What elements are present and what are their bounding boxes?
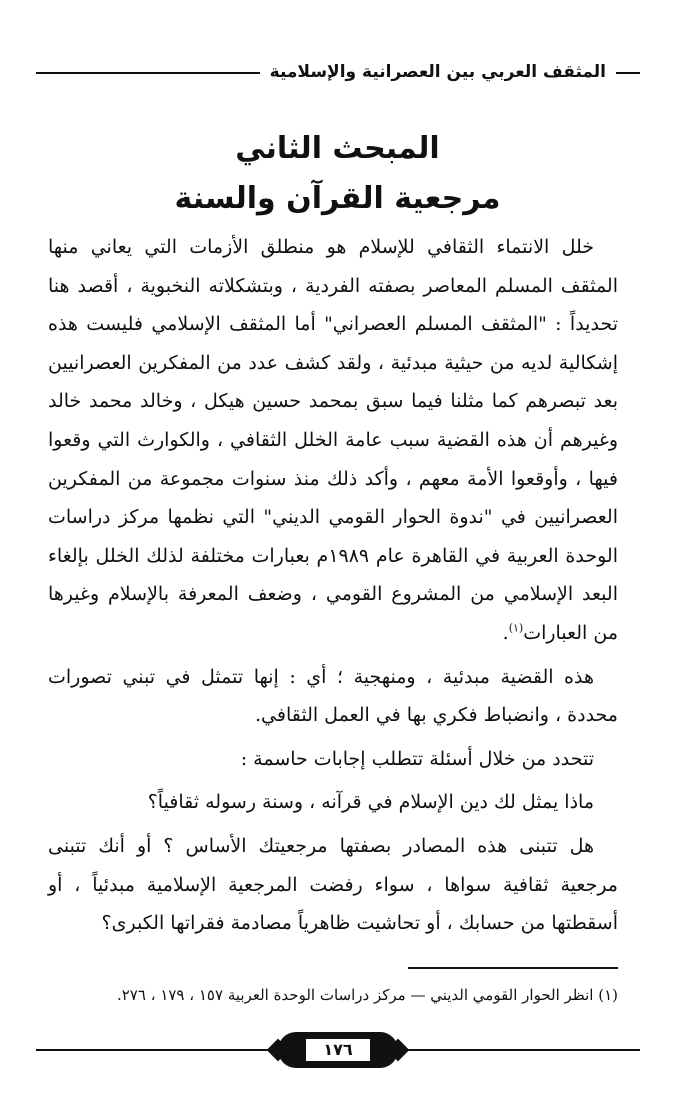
footnote-ref: (١) <box>508 621 524 635</box>
running-header <box>36 56 640 96</box>
paragraph-1-text: خلل الانتماء الثقافي للإسلام هو منطلق الأزمات التي يعاني منها المثقف المسلم المعاصر بصفته الفردية ، وبتشكلاته النخبوية ، أقصد هنا تحديداً : "المثقف المسلم العصراني" أما المثقف الإسلامي فليست هذه إشكالية لديه من حيثية مبدئية ، ولقد كشف عدد من المفكرين العصرانيين بعد تبصرهم كما مثلنا فيما سبق بمحمد حسين هيكل ، وخالد محمد خالد وغيرهم أن هذه القضية سبب عامة الخلل الثقافي ، والكوارث التي وقعوا فيها ، وأوقعوا الأمة معهم ، وأكد ذلك منذ سنوات مجموعة من المفكرين العصرانيين في "ندوة الحوار القومي الديني" التي نظمها مركز دراسات الوحدة العربية في القاهرة عام ١٩٨٩م بعبارات مختلفة لذلك الخلل بإلغاء البعد الإسلامي من المشروع القومي ، وضعف المعرفة بالإسلام وغيرها من العبارات <box>48 236 618 644</box>
paragraph-3: تتحدد من خلال أسئلة تتطلب إجابات حاسمة : <box>240 747 594 770</box>
page-number-footer <box>36 1030 640 1070</box>
footnote-rule <box>408 967 618 969</box>
body-text <box>48 228 618 948</box>
paragraph-4: ماذا يمثل لك دين الإسلام في قرآنه ، وسنة رسوله ثقافياً؟ <box>147 791 594 814</box>
page-number: ١٧٦ <box>304 1037 372 1063</box>
footnote: (١) انظر الحوار القومي الديني — مركز دراسات الوحدة العربية ١٥٧ ، ١٧٩ ، ٢٧٦. <box>116 986 618 1004</box>
paragraph-1-end: . <box>502 621 509 644</box>
section-title: المبحث الثاني <box>235 131 440 166</box>
running-title: المثقف العربي بين العصرانية والإسلامية <box>260 58 616 86</box>
paragraph-5: هل تتبنى هذه المصادر بصفتها مرجعيتك الأساس ؟ أو أنك تتبنى مرجعية ثقافية سواها ، سواء رفضت المرجعية الإسلامية مبدئياً ، أو أسقطتها من حسابك ، أو تحاشيت ظاهرياً مصادمة فقراتها الكبرى؟ <box>48 834 618 935</box>
section-subtitle: مرجعية القرآن والسنة <box>174 181 501 216</box>
paragraph-1 <box>48 228 618 653</box>
paragraph-2: هذه القضية مبدئية ، ومنهجية ؛ أي : إنها تتمثل في تبني تصورات محددة ، وانضباط فكري بها في العمل الثقافي. <box>48 665 618 727</box>
